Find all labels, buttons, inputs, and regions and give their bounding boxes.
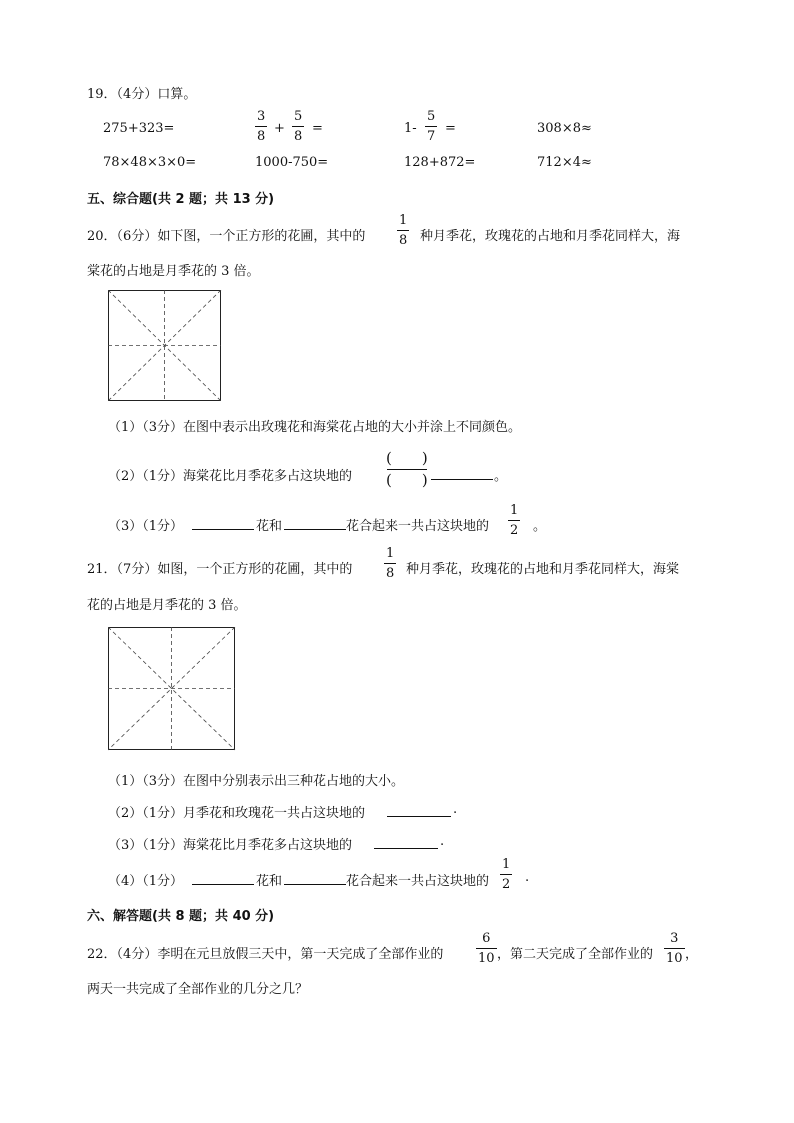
q20-sub-3-text: 花合起来一共占这块地的: [346, 519, 490, 534]
q20-line-1a: 20．（6分）如下图，一个正方形的花圃，其中的: [87, 229, 366, 244]
q21-sub-4-fraction: 1 2: [502, 857, 511, 892]
q22-line-1c: ，: [685, 947, 699, 962]
q20-sub-2-text: （2）（1分）海棠花比月季花多占这块地的: [108, 469, 353, 484]
q21-sub-4-end: .: [525, 870, 530, 885]
q19-header: 19．（4分）口算。: [87, 87, 197, 102]
q19-item-1: 275+323=: [103, 121, 175, 136]
q21-line-1b: 种月季花，玫瑰花的占地和月季花同样大，海棠: [406, 562, 680, 577]
q19-item-2-plus: +: [274, 121, 285, 136]
q21-line-1a: 21．（7分）如图，一个正方形的花圃，其中的: [87, 562, 353, 577]
section-6-title: 六、解答题(共 8 题；共 40 分): [87, 909, 275, 924]
q21-sub-4-blank-1[interactable]: [192, 870, 254, 885]
q19-item-3-pre: 1-: [404, 121, 417, 136]
q20-sub-3-blank-2[interactable]: [284, 515, 346, 530]
q20-sub-2-end: 。: [494, 469, 508, 484]
q21-line-2: 花的占地是月季花的 3 倍。: [87, 598, 247, 613]
q19-item-5: 78×48×3×0=: [103, 155, 197, 170]
q19-item-6: 1000-750=: [255, 155, 329, 170]
q21-sub-2-blank[interactable]: [387, 802, 451, 817]
q20-sub-3-fraction: 1 2: [510, 503, 519, 538]
q22-fraction-2: 3 10: [666, 931, 683, 966]
q19-item-3-frac: 5 7: [427, 109, 436, 144]
q21-sub-4-prefix: （4）（1分）: [108, 874, 184, 889]
q20-sub-3-end: 。: [533, 519, 547, 534]
q21-sub-3-end: .: [440, 834, 445, 849]
q20-line-2: 棠花的占地是月季花的 3 倍。: [87, 264, 260, 279]
q19-item-2-frac-2: 5 8: [294, 109, 303, 144]
q19-item-7: 128+872=: [404, 155, 476, 170]
q21-fraction: 1 8: [386, 546, 395, 581]
q20-sub-2-answer-blank[interactable]: [431, 465, 493, 480]
q21-sub-4-blank-2[interactable]: [284, 870, 346, 885]
q21-sub-4-mid: 花和: [256, 874, 283, 889]
q21-sub-4-text: 花合起来一共占这块地的: [346, 874, 490, 889]
q20-sub-3-prefix: （3）（1分）: [108, 519, 184, 534]
q22-fraction-1: 6 10: [478, 931, 495, 966]
q21-sub-3-text: （3）（1分）海棠花比月季花多占这块地的: [108, 838, 353, 853]
q19-item-3-eq: =: [445, 121, 456, 136]
q21-sub-1: （1）（3分）在图中分别表示出三种花占地的大小。: [108, 774, 405, 789]
q20-fraction: 1 8: [399, 213, 408, 248]
q19-item-4: 308×8≈: [537, 121, 592, 136]
q20-sub-3-blank-1[interactable]: [192, 515, 254, 530]
q20-sub-2-blank-fraction: ( ) ( ): [386, 449, 428, 489]
q19-item-8: 712×4≈: [537, 155, 592, 170]
q21-garden-diagram: [108, 627, 236, 751]
q20-garden-diagram: [108, 290, 222, 402]
section-5-title: 五、综合题(共 2 题；共 13 分): [87, 192, 275, 207]
q22-line-2: 两天一共完成了全部作业的几分之几？: [87, 982, 309, 997]
q21-sub-3-blank[interactable]: [374, 834, 438, 849]
q20-sub-1: （1）（3分）在图中表示出玫瑰花和海棠花占地的大小并涂上不同颜色。: [108, 420, 522, 435]
q22-line-1b: ，第二天完成了全部作业的: [497, 947, 654, 962]
q20-sub-3-mid: 花和: [256, 519, 283, 534]
q22-line-1a: 22．（4分）李明在元旦放假三天中，第一天完成了全部作业的: [87, 947, 444, 962]
q21-sub-2-end: .: [453, 802, 458, 817]
q19-item-2-eq: =: [312, 121, 323, 136]
q20-line-1b: 种月季花，玫瑰花的占地和月季花同样大，海: [420, 229, 681, 244]
q21-sub-2-text: （2）（1分）月季花和玫瑰花一共占这块地的: [108, 806, 366, 821]
q19-item-2-frac-1: 3 8: [257, 109, 266, 144]
